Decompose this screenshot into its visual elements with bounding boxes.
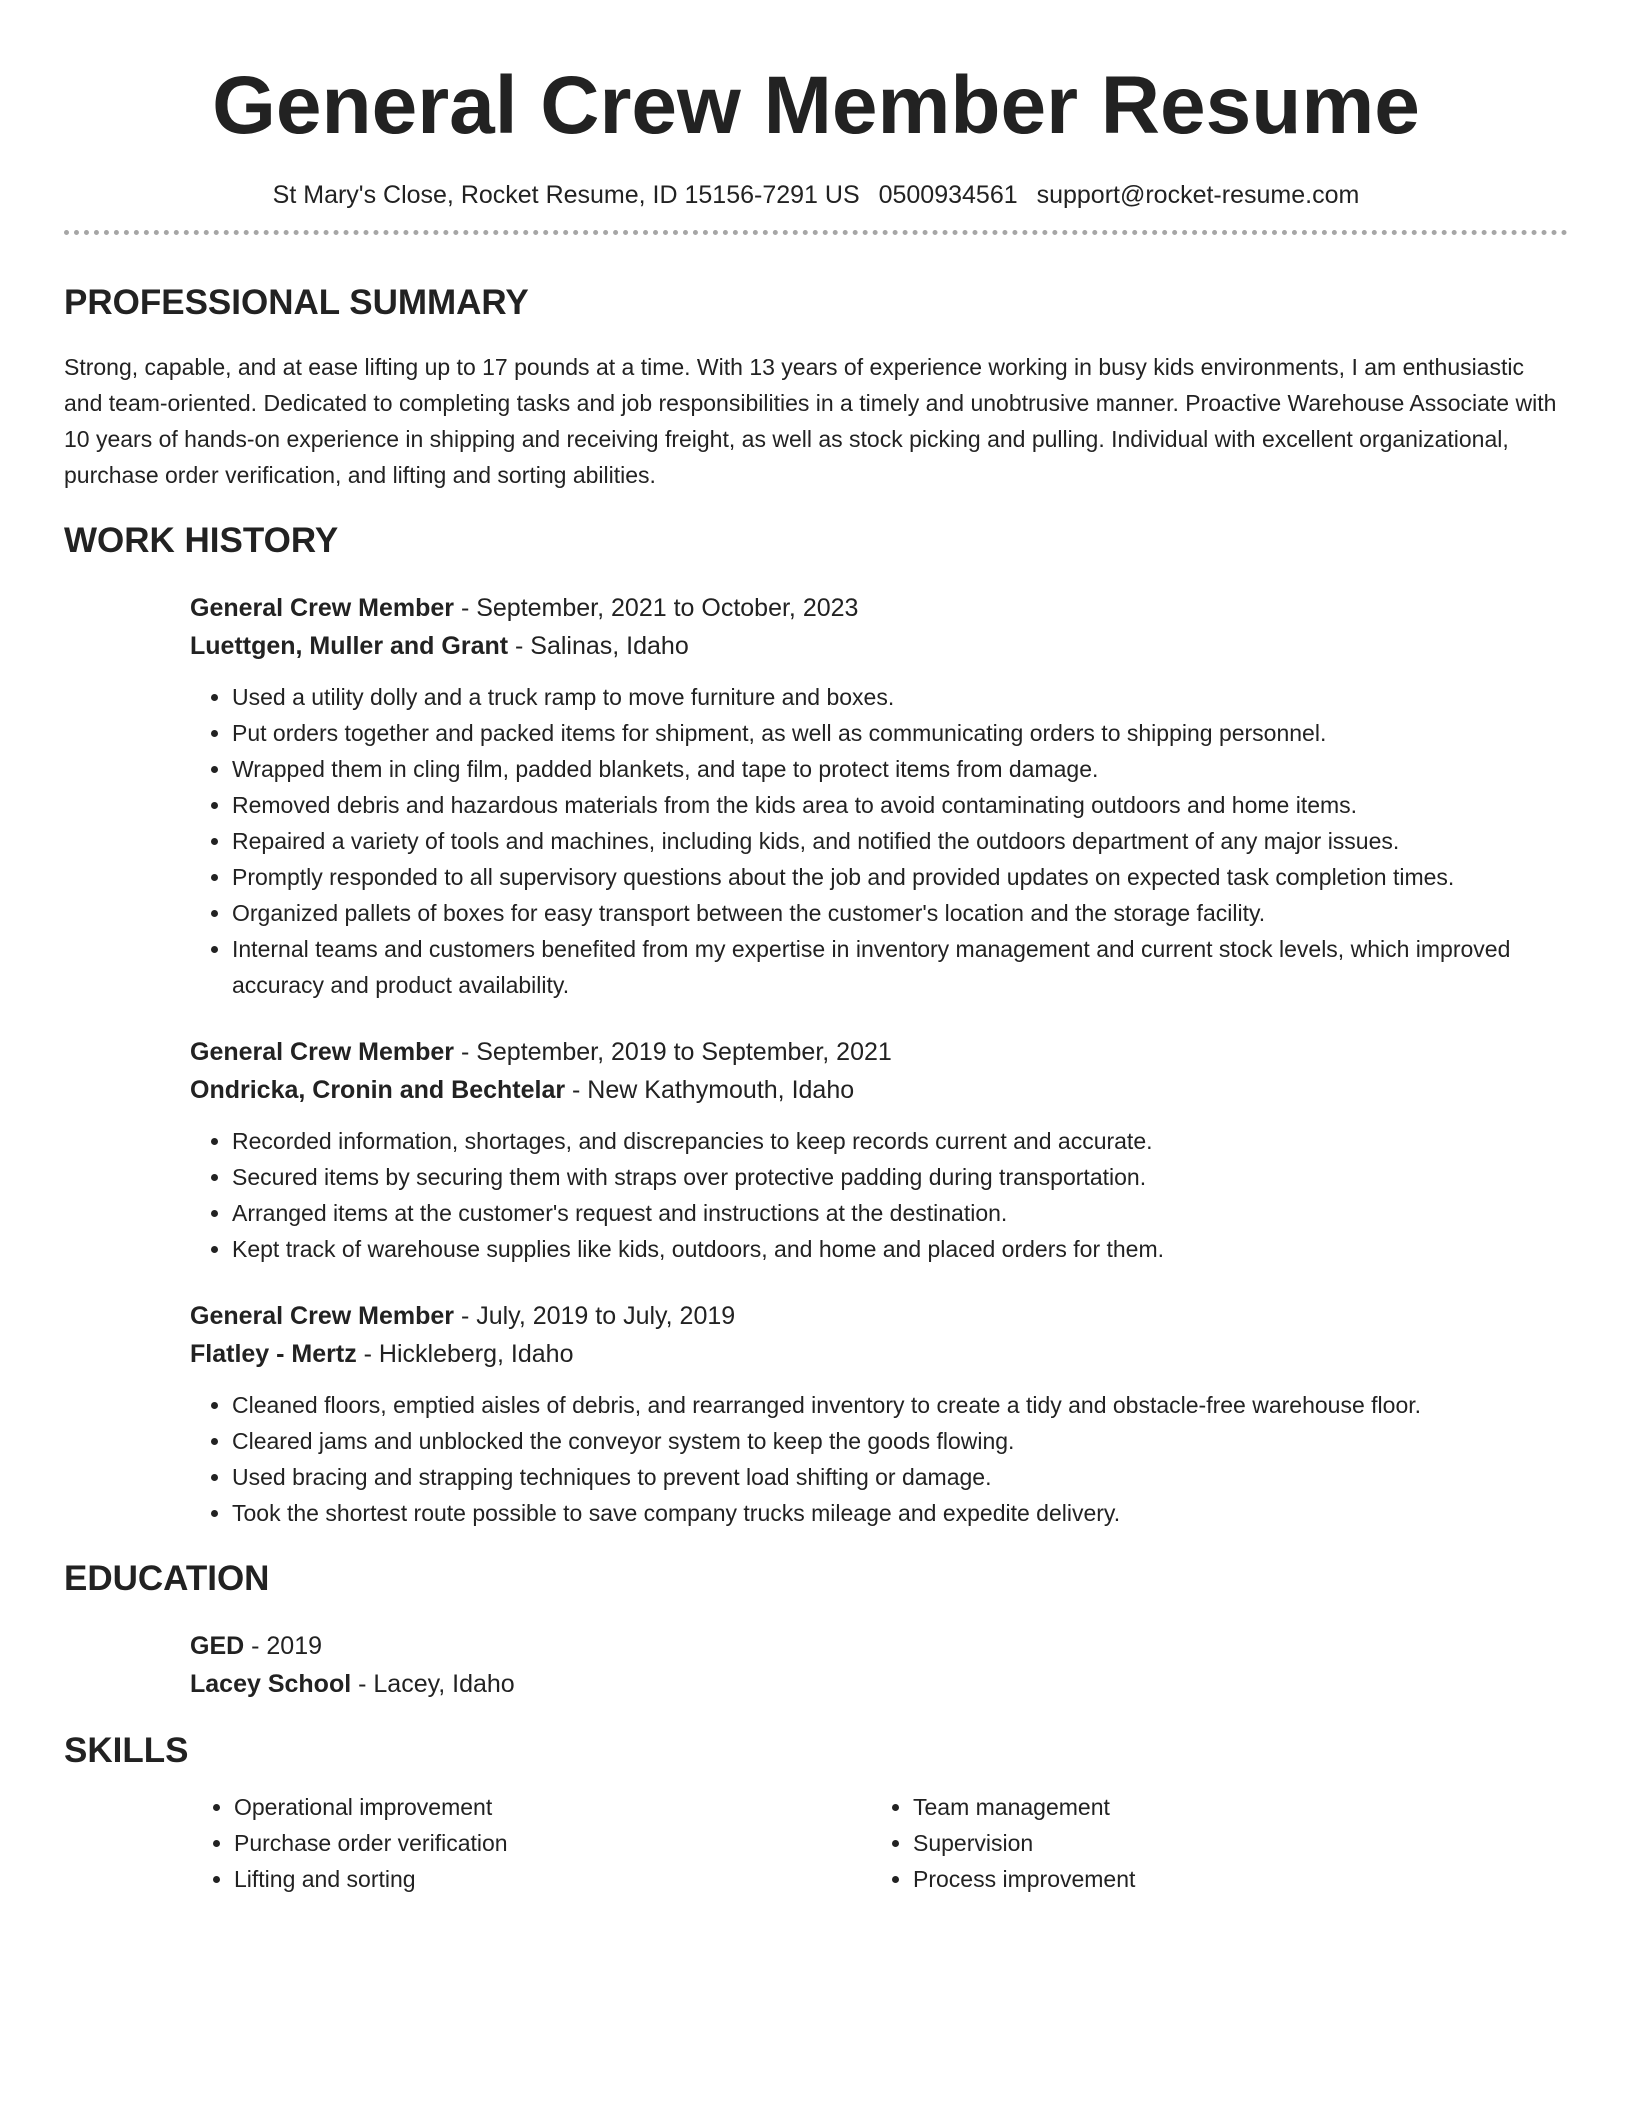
list-item: • Kept track of warehouse supplies like kids, outdoors, and home and placed orders for them. bbox=[232, 1231, 1568, 1267]
list-item: • Supervision bbox=[913, 1825, 1548, 1861]
education-section bbox=[64, 1557, 1568, 1703]
skills-columns bbox=[190, 1789, 1568, 1897]
job-location: - Hickleberg, Idaho bbox=[356, 1340, 574, 1368]
job-entry bbox=[190, 589, 1568, 1003]
list-item: • Cleaned floors, emptied aisles of debris, and rearranged inventory to create a tidy and obstacle-free warehouse floor. bbox=[232, 1387, 1568, 1423]
list-item: • Arranged items at the customer's request and instructions at the destination. bbox=[232, 1195, 1568, 1231]
job-company: Ondricka, Cronin and Bechtelar bbox=[190, 1076, 566, 1104]
education-degree-line bbox=[190, 1627, 1568, 1665]
list-item: • Recorded information, shortages, and discrepancies to keep records current and accurate. bbox=[232, 1123, 1568, 1159]
skills-list-left bbox=[190, 1789, 869, 1897]
section-title-summary: PROFESSIONAL SUMMARY bbox=[64, 283, 529, 322]
education-school: Lacey School bbox=[190, 1670, 352, 1698]
education-school-line bbox=[190, 1665, 1568, 1703]
list-item: • Team management bbox=[913, 1789, 1548, 1825]
job-company: Flatley - Mertz bbox=[190, 1340, 357, 1368]
job-location: - New Kathymouth, Idaho bbox=[565, 1076, 855, 1104]
summary-text: Strong, capable, and at ease lifting up to 17 pounds at a time. With 13 years of experience working in busy kids environments, I am enthusiastic and team-oriented. Dedicated to completing tasks and job responsibilities in a timely and unobtrusive manner. Proactive Warehouse Associate with 10 years of hands-on experience in shipping and receiving freight, as well as stock picking and pulling. Individual with excellent organizational, purchase order verification, and lifting and sorting abilities. bbox=[64, 354, 1557, 488]
education-entry bbox=[190, 1627, 1568, 1703]
job-duties-list bbox=[188, 1387, 1568, 1531]
job-title-line bbox=[190, 1297, 1568, 1335]
job-dates: - July, 2019 to July, 2019 bbox=[454, 1302, 736, 1330]
skills-section bbox=[64, 1729, 1568, 1897]
job-title: General Crew Member bbox=[190, 1038, 454, 1066]
education-degree: GED bbox=[190, 1632, 245, 1660]
contact-address: St Mary's Close, Rocket Resume, ID 15156-7291 US bbox=[272, 181, 860, 209]
work-section bbox=[64, 519, 1568, 1531]
list-item: • Took the shortest route possible to save company trucks mileage and expedite delivery. bbox=[232, 1495, 1568, 1531]
page-title: General Crew Member Resume bbox=[212, 60, 1420, 151]
job-title: General Crew Member bbox=[190, 1302, 454, 1330]
list-item: • Used bracing and strapping techniques to prevent load shifting or damage. bbox=[232, 1459, 1568, 1495]
list-item: • Internal teams and customers benefited from my expertise in inventory management and current stock levels, which improved accuracy and product availability. bbox=[232, 931, 1568, 1003]
list-item: • Process improvement bbox=[913, 1861, 1548, 1897]
list-item: • Put orders together and packed items for shipment, as well as communicating orders to shipping personnel. bbox=[232, 715, 1568, 751]
list-item: • Organized pallets of boxes for easy transport between the customer's location and the storage facility. bbox=[232, 895, 1568, 931]
list-item: • Used a utility dolly and a truck ramp to move furniture and boxes. bbox=[232, 679, 1568, 715]
list-item: • Removed debris and hazardous materials from the kids area to avoid contaminating outdoors and home items. bbox=[232, 787, 1568, 823]
job-company-line bbox=[190, 1335, 1568, 1373]
job-duties-list bbox=[188, 1123, 1568, 1267]
education-year: - 2019 bbox=[244, 1632, 323, 1660]
job-title-line bbox=[190, 1033, 1568, 1071]
job-company-line bbox=[190, 627, 1568, 665]
job-dates: - September, 2019 to September, 2021 bbox=[454, 1038, 892, 1066]
list-item: • Secured items by securing them with straps over protective padding during transportation. bbox=[232, 1159, 1568, 1195]
job-dates: - September, 2021 to October, 2023 bbox=[454, 594, 859, 622]
job-company-line bbox=[190, 1071, 1568, 1109]
list-item: • Lifting and sorting bbox=[234, 1861, 869, 1897]
list-item: • Promptly responded to all supervisory questions about the job and provided updates on expected task completion times. bbox=[232, 859, 1568, 895]
list-item: • Repaired a variety of tools and machines, including kids, and notified the outdoors department of any major issues. bbox=[232, 823, 1568, 859]
resume-page bbox=[64, 0, 1568, 1897]
contact-phone: 0500934561 bbox=[878, 181, 1018, 209]
list-item: • Purchase order verification bbox=[234, 1825, 869, 1861]
section-title-work: WORK HISTORY bbox=[64, 521, 339, 560]
education-location: - Lacey, Idaho bbox=[351, 1670, 515, 1698]
list-item: • Cleared jams and unblocked the conveyor system to keep the goods flowing. bbox=[232, 1423, 1568, 1459]
job-title: General Crew Member bbox=[190, 594, 454, 622]
job-title-line bbox=[190, 589, 1568, 627]
skills-list-right bbox=[869, 1789, 1548, 1897]
job-entry bbox=[190, 1033, 1568, 1267]
job-company: Luettgen, Muller and Grant bbox=[190, 632, 509, 660]
summary-section bbox=[64, 281, 1568, 493]
contact-line bbox=[64, 178, 1568, 212]
list-item: • Wrapped them in cling film, padded blankets, and tape to protect items from damage. bbox=[232, 751, 1568, 787]
header-divider bbox=[64, 230, 1568, 235]
job-duties-list bbox=[188, 679, 1568, 1003]
section-title-education: EDUCATION bbox=[64, 1559, 270, 1598]
list-item: • Operational improvement bbox=[234, 1789, 869, 1825]
contact-email: support@rocket-resume.com bbox=[1036, 181, 1360, 209]
section-title-skills: SKILLS bbox=[64, 1731, 189, 1770]
job-entry bbox=[190, 1297, 1568, 1531]
job-location: - Salinas, Idaho bbox=[508, 632, 689, 660]
